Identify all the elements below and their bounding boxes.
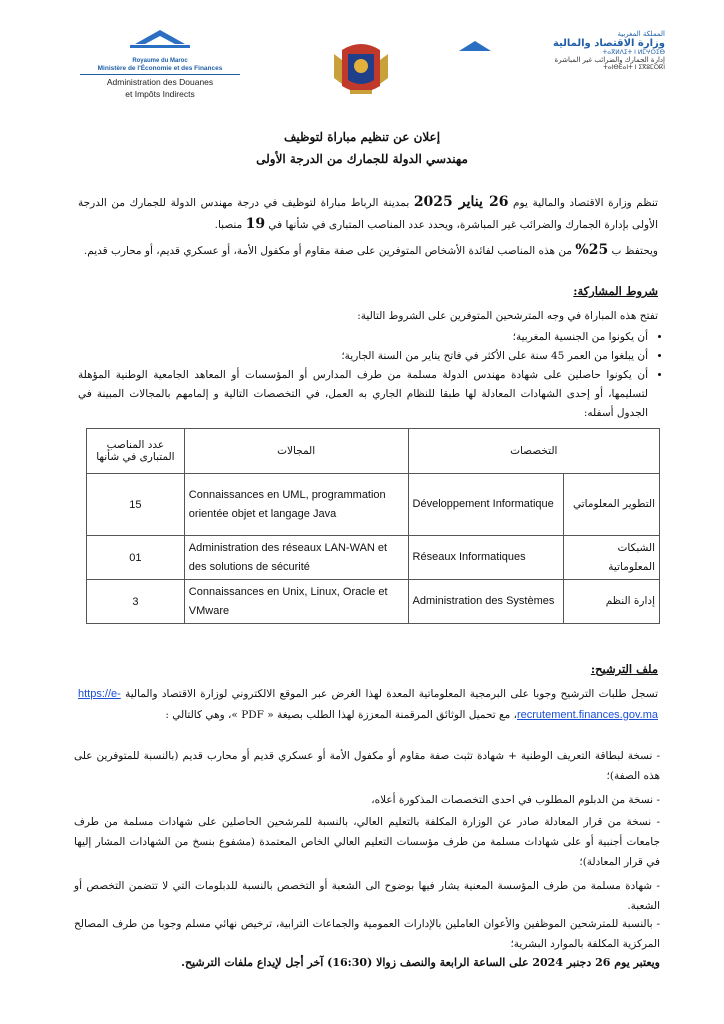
page-title-line1: إعلان عن تنظيم مباراة لتوظيف (283, 130, 441, 144)
row-domain: Connaissances en Unix, Linux, Oracle et VMware (184, 580, 408, 624)
doc-item: - نسخة من قرار المعادلة صادر عن الوزارة المكلفة بالتعليم العالي، بالنسبة للمرشحين الحاصلين على شهادات مسلمة من طرف جامعات أجنبية أو على شهادات مسلمة من طرف مؤسسات التعليم العالي الخاص المعتمدة (مشفوع بنسخ من الشهادات المشار إليها في قرار المعادلة)؛ (74, 816, 660, 868)
row-specialty: Administration des Systèmes (408, 580, 563, 624)
row-specialty: Réseaux Informatiques (408, 536, 563, 580)
row-field: التطوير المعلوماتي (563, 474, 659, 536)
doc-item-text: بالنسبة للمترشحين الموظفين والأعوان العاملين بالإدارات العمومية والجماعات الترابية، ترخيص نهائي مسلم وجوبا من طرف المصالح المركزية المكلفة بالموارد البشرية؛ (74, 918, 660, 950)
doc-item: - شهادة مسلمة من طرف المؤسسة المعنية يشار فيها بوضوح الى الشعبة أو التخصص بالنسبة للدبلومات التي لا تتضمن التخصص أو الشعبة. (74, 880, 660, 912)
intro-text-a: تنظم وزارة الاقتصاد والمالية يوم (513, 197, 658, 209)
row-domain: Administration des réseaux LAN-WAN et des solutions de sécurité (184, 536, 408, 580)
dossier-text-a: تسجل طلبات الترشيح وجوبا على البرمجية المعلوماتية المعدة لهذا الغرض عبر الموقع الالكتروني لوزارة الاقتصاد والمالية (125, 688, 658, 700)
ministry-emblem-icon (455, 40, 495, 52)
specialties-table (86, 428, 660, 624)
coat-of-arms-icon (330, 40, 392, 96)
intro-paragraph (78, 192, 658, 236)
ministry-arabic: وزارة الاقتصاد والمالية (552, 38, 665, 49)
conditions-list (78, 328, 666, 423)
ministry-tifinagh: ⵜⴰⴳⵍⴷⵉⵜ ⵏ ⵍⵎⵖⵔⵉⴱ (602, 49, 665, 56)
dossier-text-b: ، مع تحميل الوثائق المرقمنة المعززة لهذا الطلب بصيغة « PDF »، وهي كالتالي : (165, 709, 517, 721)
row-count: 15 (87, 474, 185, 536)
table-row (87, 474, 660, 536)
row-count: 3 (87, 580, 185, 624)
ministry-arabic-logo (455, 30, 665, 71)
row-field: الشبكات المعلوماتية (563, 536, 659, 580)
doc-item: - نسخة من الدبلوم المطلوب في احدى التخصصات المذكورة أعلاه، (371, 794, 660, 806)
admin-line1: Administration des Douanes (106, 77, 214, 87)
header-count: عدد المناصب المتبارى في شأنها (87, 429, 185, 474)
admin-line2: et Impôts Indirects (125, 89, 195, 99)
header-specialties: التخصصات (408, 429, 659, 474)
customs-emblem-icon (115, 28, 205, 54)
row-count: 01 (87, 536, 185, 580)
condition-item: • أن يكونوا من الجنسية المغربية؛ (78, 328, 648, 347)
condition-item: • أن يبلغوا من العمر 45 سنة على الأكثر في فاتح يناير من السنة الجارية؛ (78, 347, 648, 366)
coat-of-arms (330, 40, 392, 96)
row-domain: Connaissances en UML, programmation orientée objet et langage Java (184, 474, 408, 536)
doc-item-text: نسخة من الدبلوم المطلوب في احدى التخصصات المذكورة أعلاه، (371, 794, 654, 806)
doc-item: - نسخة لبطاقة التعريف الوطنية + شهادة تثبت صفة مقاوم أو مكفول الأمة أو عسكري قديم أو محارب قديم (بالنسبة للمتوفرين على هذه الصفة)؛ (74, 750, 661, 782)
dossier-heading: ملف الترشيح: (590, 662, 658, 676)
row-field: إدارة النظم (563, 580, 659, 624)
dossier-paragraph (78, 684, 658, 726)
deadline-text: ويعتبر يوم 26 دجنبر 2024 على الساعة الرابعة والنصف زوالا (16:30) آخر أجل لإيداع ملفات الترشيح. (181, 956, 660, 969)
table-row (87, 536, 660, 580)
recruitment-link[interactable]: https://e-recrutement.finances.gov.ma (78, 688, 658, 721)
conditions-intro: تفتح هذه المباراة في وجه المترشحين المتوفرين على الشروط التالية: (357, 310, 658, 322)
posts-count: 19 (245, 216, 266, 232)
ministry-label: Ministère de l'Économie et des Finances (97, 65, 223, 72)
table-header-row (87, 429, 660, 474)
contest-date: 26 يناير 2025 (413, 194, 509, 210)
condition-item: • أن يكونوا حاصلين على شهادة مهندس الدولة مسلمة من طرف المدارس أو المؤسسات أو المعاهد الجامعية الوطنية المؤهلة لتسليمها، أو إحدى الشهادات المعادلة لها طبقا للنظام الجاري به العمل، في التخصصات التالية و إلمامهم بالمجالات المبينة في الجدول أسفله: (78, 366, 648, 423)
doc-item-text: نسخة من قرار المعادلة صادر عن الوزارة المكلفة بالتعليم العالي، بالنسبة للمرشحين الحاصلين على شهادات مسلمة من طرف جامعات أجنبية أو على شهادات مسلمة من طرف مؤسسات التعليم العالي الخاص المعتمدة (مشفوع بنسخ من الشهادات المشار إليها في قرار المعادلة)؛ (74, 816, 660, 868)
doc-item-text: شهادة مسلمة من طرف المؤسسة المعنية يشار فيها بوضوح الى الشعبة أو التخصص بالنسبة للدبلومات التي لا تتضمن التخصص أو الشعبة. (74, 880, 660, 912)
reserved-text-b: من هذه المناصب لفائدة الأشخاص المتوفرين على صفة مقاوم أو مكفول الأمة، أو عسكري قديم، أو محارب قديم. (83, 245, 573, 257)
reserved-text-a: ويحتفظ ب (611, 245, 658, 257)
intro-text-c: منصبا. (214, 219, 243, 231)
customs-logo (60, 28, 260, 99)
row-specialty: Développement Informatique (408, 474, 563, 536)
intro-text-b: بمدينة الرباط مباراة لتوظيف في درجة مهندس الدولة للجمارك من الدرجة الأولى بإدارة الجمارك والضرائب غير المباشرة، ويحدد عدد المناصب المتبارى في شأنها في (78, 197, 658, 231)
doc-item: - بالنسبة للمترشحين الموظفين والأعوان العاملين بالإدارات العمومية والجماعات الترابية، ترخيص نهائي مسلم وجوبا من طرف المصالح المركزية المكلفة بالموارد البشرية؛ (74, 918, 660, 950)
kingdom-arabic: المملكة المغربية (617, 30, 665, 38)
doc-item-text: نسخة لبطاقة التعريف الوطنية + شهادة تثبت صفة مقاوم أو مكفول الأمة أو عسكري قديم أو محارب قديم (بالنسبة للمتوفرين على هذه الصفة)؛ (74, 750, 660, 782)
header-domains: المجالات (184, 429, 408, 474)
admin-tifinagh: ⵜⴰⵏⴱⴹⴰⵏⵜ ⵏ ⵉⴳⵓⵎⵔⴽⵏ (603, 64, 665, 71)
page-title-line2: مهندسي الدولة للجمارك من الدرجة الأولى (256, 152, 468, 166)
reserved-paragraph (78, 240, 658, 262)
kingdom-label: Royaume du Maroc (132, 58, 188, 64)
reserved-percent: 25% (575, 242, 609, 258)
conditions-heading: شروط المشاركة: (573, 284, 658, 298)
table-row (87, 580, 660, 624)
admin-arabic: إدارة الجمارك والضرائب غير المباشرة (554, 56, 665, 64)
